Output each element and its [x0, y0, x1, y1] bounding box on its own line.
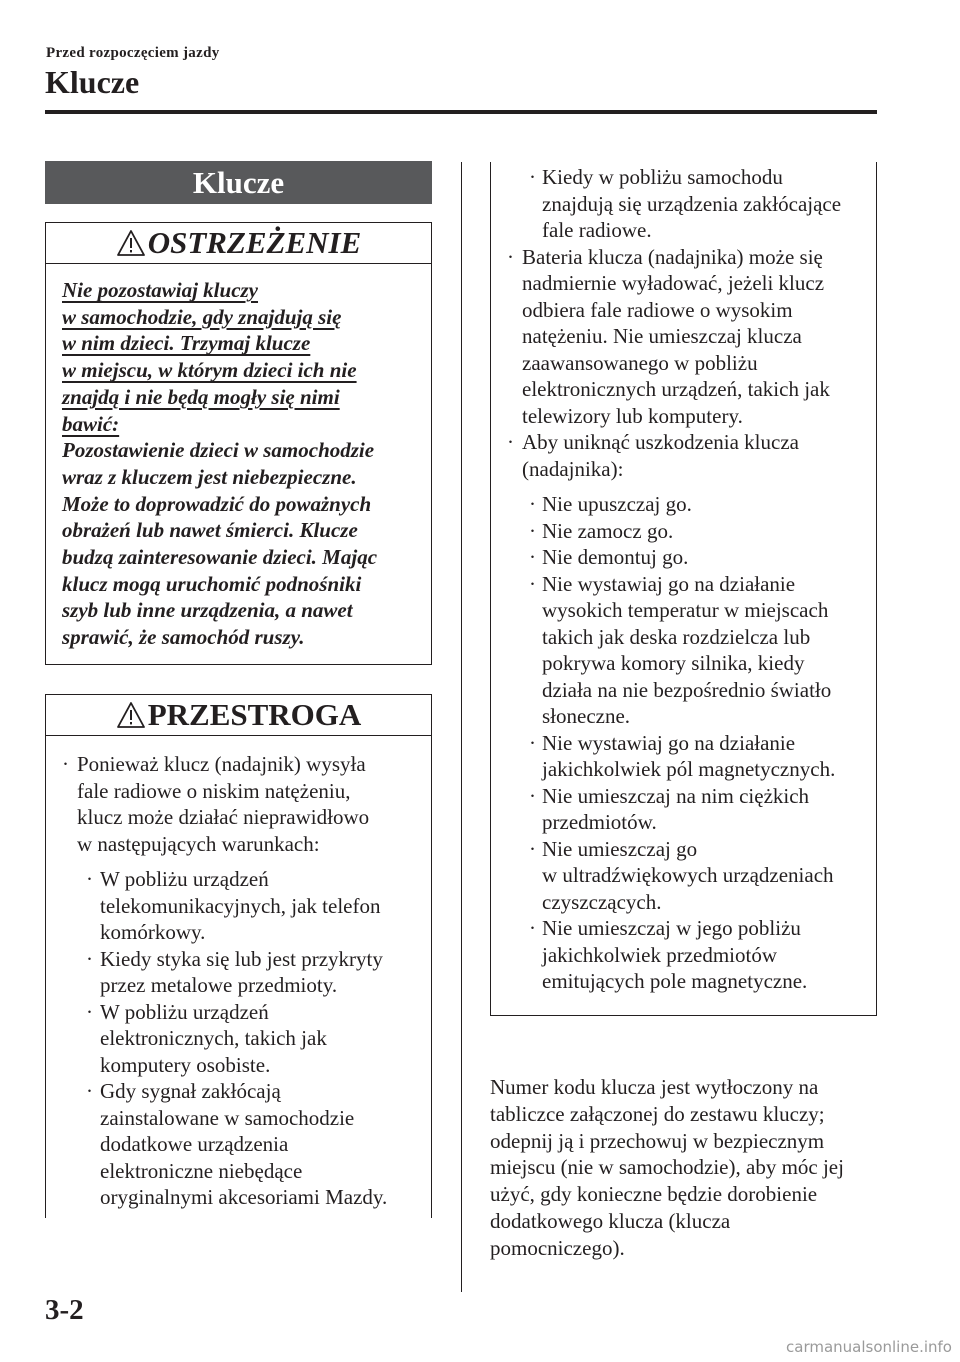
damage-sub-item-line: pokrywa komory silnika, kiedy: [542, 651, 805, 675]
caution-intro-line: Ponieważ klucz (nadajnik) wysyła: [77, 752, 366, 776]
warning-title: OSTRZEŻENIE: [147, 225, 362, 260]
caution-sub-item-line: przez metalowe przedmioty.: [100, 973, 338, 997]
battery-item-line: telewizory lub komputery.: [522, 403, 743, 428]
bullet-dot: ·: [529, 916, 536, 940]
damage-sub-item-line: Nie zamocz go.: [542, 518, 674, 543]
section-banner: Klucze: [45, 161, 432, 204]
bullet-dot: ·: [86, 867, 93, 891]
bullet-dot: ·: [507, 430, 514, 454]
caution-sub-item-line: znajdują się urządzenia zakłócające: [542, 191, 842, 216]
bullet-dot: ·: [86, 999, 93, 1024]
battery-item-line: Bateria klucza (nadajnika) może się: [522, 244, 823, 269]
bullet-dot: ·: [529, 545, 536, 569]
warning-emphasis-line: [62, 357, 422, 384]
bullet-dot: ·: [529, 571, 536, 596]
chapter-title: Klucze: [45, 64, 140, 100]
battery-item-line: natężeniu. Nie umieszczaj klucza: [522, 324, 802, 348]
warning-box: [45, 222, 432, 665]
battery-item-line: nadmiernie wyładować, jeżeli klucz: [522, 271, 825, 295]
warning-emphasis-text: Nie pozostawiaj kluczy: [62, 278, 259, 302]
damage-sub-item-line: Nie umieszczaj na nim ciężkich: [542, 783, 810, 808]
paragraph-line: miejscu (nie w samochodzie), aby móc jej: [490, 1155, 844, 1180]
warning-emphasis-text: w samochodzie, gdy znajdują się: [62, 304, 342, 329]
caution-sub-item-line: zainstalowane w samochodzie: [100, 1105, 355, 1130]
warning-body-line: budzą zainteresowanie dzieci. Mając: [62, 545, 378, 569]
caution-sub-item-line: oryginalnymi akcesoriami Mazdy.: [100, 1185, 388, 1209]
caution-sub-item-line: Kiedy w pobliżu samochodu: [542, 165, 783, 189]
bullet-dot: ·: [529, 836, 536, 861]
damage-sub-item-line: działa na nie bezpośrednio światło: [542, 677, 832, 702]
section-label: Przed rozpoczęciem jazdy: [46, 45, 220, 61]
warning-body-line: Może to doprowadzić do poważnych: [62, 491, 372, 516]
battery-item-line: elektronicznych urządzeń, takich jak: [522, 377, 830, 401]
bullet-dot: ·: [507, 244, 514, 269]
caution-intro-line: klucz może działać nieprawidłowo: [77, 805, 370, 829]
warning-triangle-icon: [116, 229, 146, 257]
warning-body-line: Pozostawienie dzieci w samochodzie: [62, 438, 375, 463]
bullet-dot: ·: [62, 752, 69, 776]
paragraph-line: odepnij ją i przechowuj w bezpiecznym: [490, 1128, 825, 1153]
damage-sub-item-line: jakichkolwiek pól magnetycznych.: [542, 757, 836, 781]
damage-sub-item-line: jakichkolwiek przedmiotów: [542, 942, 778, 967]
watermark: carmanualsonline.info: [786, 1338, 952, 1356]
bullet-dot: ·: [529, 730, 536, 755]
warning-header: [46, 223, 431, 264]
damage-sub-item-line: w ultradźwiękowych urządzeniach: [542, 863, 834, 887]
caution-sub-item-line: elektronicznych, takich jak: [100, 1026, 327, 1050]
warning-emphasis-line: [62, 330, 422, 357]
caution-sub-item-line: komputery osobiste.: [100, 1052, 271, 1077]
caution-sub-item-line: fale radiowe.: [542, 218, 652, 242]
damage-sub-item-line: czyszczących.: [542, 889, 662, 914]
caution-header: [46, 695, 431, 736]
warning-emphasis-text: bawić:: [62, 411, 120, 436]
column-divider: [461, 162, 462, 1292]
caution-box: [45, 694, 432, 1218]
warning-triangle-icon: [116, 701, 146, 729]
paragraph-line: dodatkowego klucza (klucza: [490, 1209, 731, 1233]
caution-sub-item-line: Gdy sygnał zakłócają: [100, 1079, 281, 1103]
damage-sub-item-line: Nie umieszczaj go: [542, 836, 698, 861]
caution-sub-item-line: komórkowy.: [100, 920, 206, 944]
caution-title: PRZESTROGA: [147, 697, 362, 732]
warning-body-line: sprawić, że samochód ruszy.: [62, 625, 305, 650]
bullet-dot: ·: [86, 946, 93, 971]
damage-sub-item-line: wysokich temperatur w miejscach: [542, 598, 829, 622]
caution-sub-item-line: W pobliżu urządzeń: [100, 867, 269, 891]
page-number: 3-2: [45, 1294, 84, 1326]
warning-body-line: klucz mogą uruchomić podnośniki: [62, 571, 362, 596]
warning-emphasis-line: [62, 277, 422, 304]
damage-sub-item-line: przedmiotów.: [542, 810, 657, 834]
damage-item-line: (nadajnika):: [522, 456, 624, 481]
caution-intro-line: w następujących warunkach:: [77, 831, 320, 856]
paragraph-line: tabliczce załączonej do zestawu kluczy;: [490, 1101, 825, 1126]
warning-emphasis-text: w nim dzieci. Trzymaj klucze: [62, 331, 311, 356]
warning-body-line: szyb lub inne urządzenia, a nawet: [62, 598, 353, 623]
battery-item-line: odbiera fale radiowe o wysokim: [522, 297, 793, 322]
warning-body-line: obrażeń lub nawet śmierci. Klucze: [62, 518, 358, 543]
paragraph-line: użyć, gdy konieczne będzie dorobienie: [490, 1182, 818, 1207]
warning-emphasis-text: znajdą i nie będą mogły się nimi: [62, 384, 340, 409]
caution-sub-item-line: telekomunikacyjnych, jak telefon: [100, 893, 381, 918]
damage-sub-item-line: Nie upuszczaj go.: [542, 492, 692, 516]
caution-continued-box: [490, 162, 877, 1016]
warning-emphasis-line: [62, 411, 422, 438]
caution-sub-item-line: W pobliżu urządzeń: [100, 999, 269, 1024]
bullet-dot: ·: [86, 1079, 93, 1103]
bullet-dot: ·: [529, 783, 536, 808]
caution-sub-item-line: dodatkowe urządzenia: [100, 1132, 289, 1156]
paragraph-line: pomocniczego).: [490, 1235, 625, 1260]
paragraph-line: Numer kodu klucza jest wytłoczony na: [490, 1075, 819, 1099]
warning-emphasis-line: [62, 304, 422, 331]
damage-sub-item-line: Nie umieszczaj w jego pobliżu: [542, 916, 801, 940]
damage-sub-item-line: Nie wystawiaj go na działanie: [542, 730, 796, 755]
caution-sub-item-line: Kiedy styka się lub jest przykryty: [100, 946, 383, 971]
damage-sub-item-line: słoneczne.: [542, 704, 631, 728]
warning-emphasis-line: [62, 384, 422, 411]
caution-sub-item-line: elektroniczne niebędące: [100, 1158, 303, 1183]
bullet-dot: ·: [529, 492, 536, 516]
bullet-dot: ·: [529, 165, 536, 189]
warning-body-line: wraz z kluczem jest niebezpieczne.: [62, 464, 357, 489]
damage-sub-item-line: Nie demontuj go.: [542, 545, 689, 569]
damage-item-line: Aby uniknąć uszkodzenia klucza: [522, 430, 799, 454]
warning-emphasis-text: w miejscu, w którym dzieci ich nie: [62, 358, 357, 383]
caution-intro-line: fale radiowe o niskim natężeniu,: [77, 778, 351, 803]
battery-item-line: zaawansowanego w pobliżu: [522, 350, 758, 375]
bullet-dot: ·: [529, 518, 536, 543]
damage-sub-item-line: takich jak deska rozdzielcza lub: [542, 624, 811, 649]
damage-sub-item-line: Nie wystawiaj go na działanie: [542, 571, 796, 596]
header-rule: [45, 110, 877, 114]
damage-sub-item-line: emitujących pole magnetyczne.: [542, 969, 808, 993]
